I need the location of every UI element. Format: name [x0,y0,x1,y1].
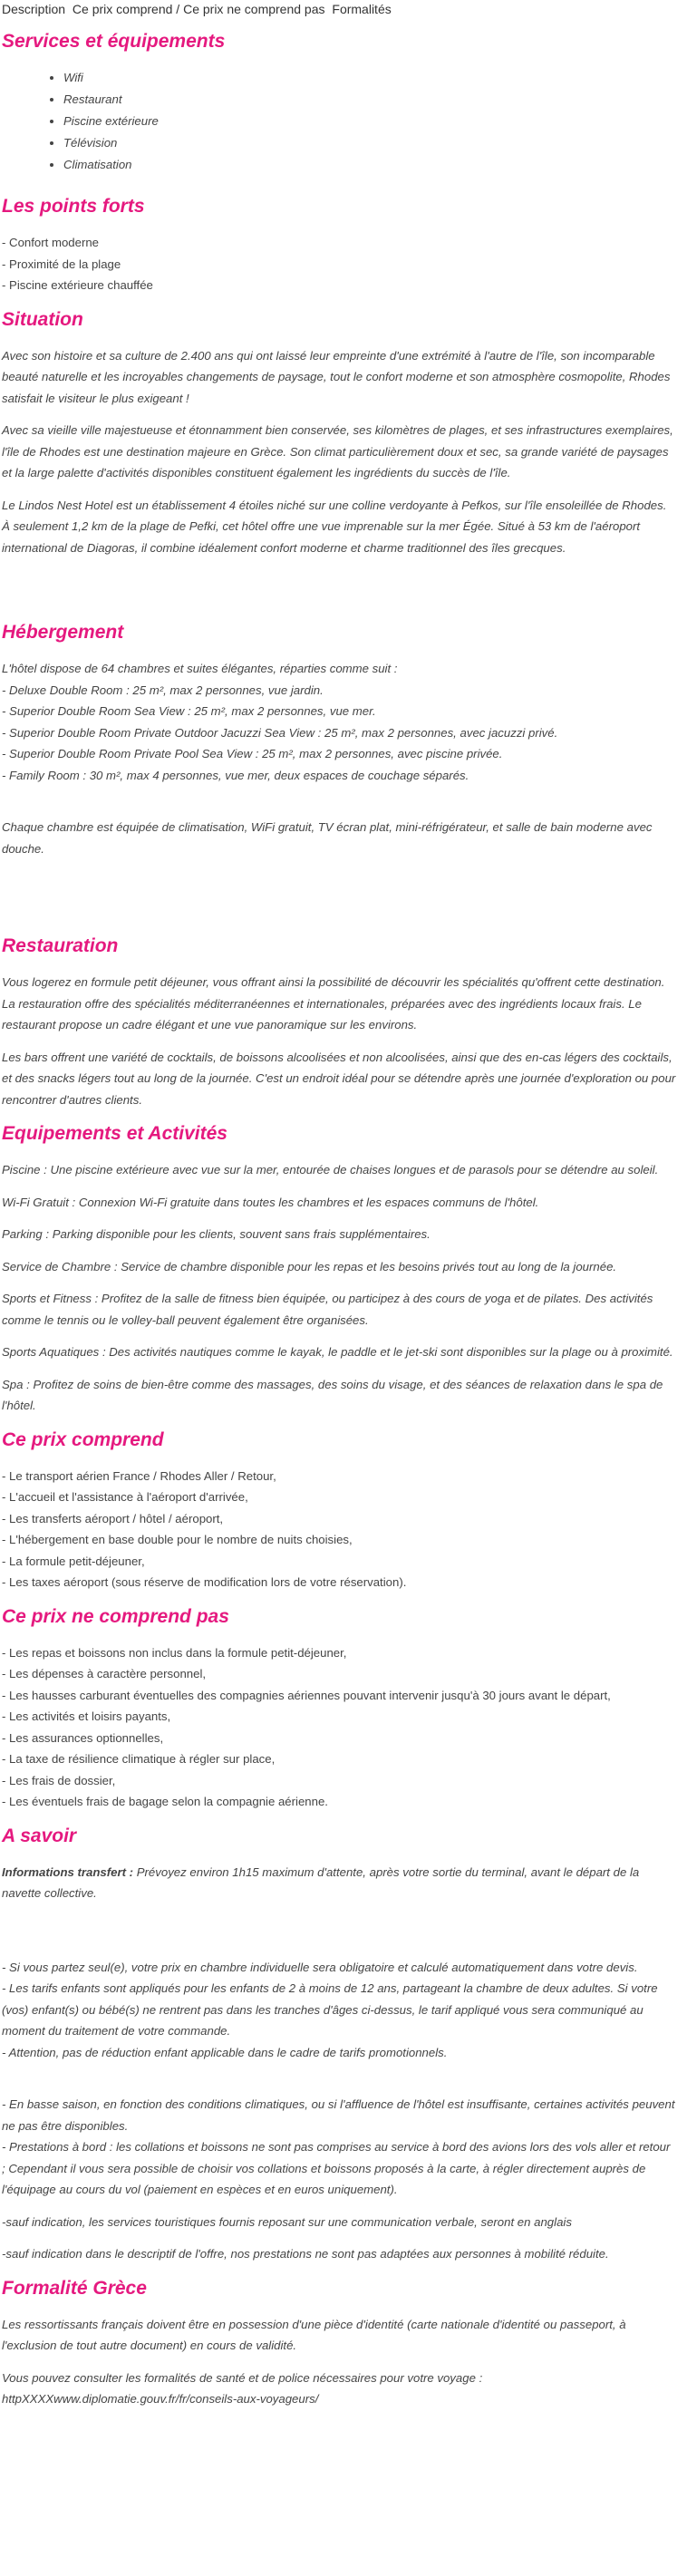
hebergement-footer: Chaque chambre est équipée de climatisation, WiFi gratuit, TV écran plat, mini-réfrigérateur, et salle de bain moderne avec douche. [2,820,653,856]
formalite-link[interactable]: httpXXXXwww.diplomatie.gouv.fr/fr/conseils-aux-voyageurs/ [2,2392,319,2406]
list-item: - Superior Double Room Private Pool Sea View : 25 m², max 2 personnes, avec piscine privée. [2,747,503,760]
a-savoir-block-1 [2,1957,676,2064]
equipements-title: Equipements et Activités [2,1123,227,1144]
list-item: - L'hébergement en base double pour le nombre de nuits choisies, [2,1533,353,1546]
list-item: • Télévision [63,132,676,154]
tab-description[interactable]: Description [2,2,66,16]
list-item: - En basse saison, en fonction des conditions climatiques, ou si l'affluence de l'hôtel est insuffisante, certaines activités peuvent ne pas être disponibles. [2,2097,675,2133]
situation-paragraph: Avec son histoire et sa culture de 2.400 ans qui ont laissé leur empreinte d'une extrémité à l'autre de l'île, son incomparable beauté naturelle et les incroyables changements de paysage, tout le confort moderne et son atmosphère cosmopolite, Rhodes satisfait le visiteur le plus exigeant ! [2,348,671,405]
list-item: - La formule petit-déjeuner, [2,1554,145,1568]
transfert-label: Informations transfert : [2,1864,134,1879]
equipements-paragraph: Spa : Profitez de soins de bien-être comme des massages, des soins du visage, et des séances de relaxation dans le spa de l'hôtel. [2,1377,663,1412]
list-item: - Superior Double Room Sea View : 25 m², max 2 personnes, vue mer. [2,704,376,718]
equipements-paragraph: Sports et Fitness : Profitez de la salle de fitness bien équipée, ou participez à des cours de yoga et de pilates. Des activités comme le tennis ou le volley-ball peuvent également être organisées. [2,1292,653,1327]
spacer [2,797,676,817]
list-item: - Les transferts aéroport / hôtel / aéroport, [2,1511,224,1525]
restauration-paragraph: Les bars offrent une variété de cocktails, de boissons alcoolisées et non alcoolisées, ainsi que des en-cas légers des cocktails, et des snacks légers tout au long de la journée. C'est un endroit idéal pour se détendre après une journée d'exploration ou pour rencontrer d'autres clients. [2,1050,676,1107]
spacer [2,569,676,611]
tab-bar [2,0,676,18]
list-item: - La taxe de résilience climatique à régler sur place, [2,1752,276,1766]
equipements-paragraph: Wi-Fi Gratuit : Connexion Wi-Fi gratuite dans toutes les chambres et les espaces communs de l'hôtel. [2,1195,539,1209]
list-item: - Piscine extérieure chauffée [2,278,153,292]
a-savoir-title: A savoir [2,1825,77,1846]
formalite-paragraph: Les ressortissants français doivent être en possession d'une pièce d'identité (carte nationale d'identité ou passeport, à l'exclusion de tout autre document) en cours de validité. [2,2317,626,2352]
list-item: - Attention, pas de réduction enfant applicable dans le cadre de tarifs promotionnels. [2,2045,448,2059]
list-item: • Climatisation [63,154,676,176]
list-item: - Les assurances optionnelles, [2,1730,164,1745]
list-item: L'hôtel dispose de 64 chambres et suites élégantes, réparties comme suit : [2,662,398,675]
services-title: Services et équipements [2,31,226,52]
list-item: - Les taxes aéroport (sous réserve de modification lors de votre réservation). [2,1575,407,1589]
ne-comprend-list [2,1642,676,1813]
list-item: • Restaurant [63,89,676,111]
equipements-paragraph: Parking : Parking disponible pour les clients, souvent sans frais supplémentaires. [2,1227,431,1241]
formalite-title: Formalité Grèce [2,2277,147,2299]
list-item: - Proximité de la plage [2,257,121,271]
ne-comprend-title: Ce prix ne comprend pas [2,1605,229,1627]
list-item: - Les repas et boissons non inclus dans la formule petit-déjeuner, [2,1645,347,1660]
formalite-text: Vous pouvez consulter les formalités de santé et de police nécessaires pour votre voyage : [2,2370,483,2385]
formalite-paragraph [2,2368,676,2410]
list-item: - L'accueil et l'assistance à l'aéroport d'arrivée, [2,1490,248,1504]
list-item: - Family Room : 30 m², max 4 personnes, vue mer, deux espaces de couchage séparés. [2,768,469,782]
situation-paragraph: Avec sa vieille ville majestueuse et étonnamment bien conservée, ses kilomètres de plages, et ses infrastructures exemplaires, l'île de Rhodes est une destination majeure en Grèce. Son climat particulièrement doux et sec, sa grande variété de paysages et la large palette d'activités disponibles constituent également les ingrédients du succès de l'île. [2,423,673,479]
list-item: - Confort moderne [2,236,100,249]
tab-prix[interactable]: Ce prix comprend / Ce prix ne comprend pas [72,2,325,16]
a-savoir-note: -sauf indication, les services touristiques fournis reposant sur une communication verbale, seront en anglais [2,2214,572,2229]
a-savoir-block-2 [2,2094,676,2201]
hebergement-title: Hébergement [2,622,124,643]
a-savoir-note: -sauf indication dans le descriptif de l'offre, nos prestations ne sont pas adaptées aux personnes à mobilité réduite. [2,2247,609,2261]
situation-paragraph: Le Lindos Nest Hotel est un établissement 4 étoiles niché sur une colline verdoyante à Pefkos, sur l'île ensoleillée de Rhodes. À seulement 1,2 km de la plage de Pefki, cet hôtel offre une vue imprenable sur la mer Égée. Situé à 53 km de l'aéroport international de Diagoras, il combine idéalement confort moderne et charme traditionnel des îles grecques. [2,498,667,555]
situation-title: Situation [2,308,83,330]
list-item: - Les activités et loisirs payants, [2,1709,171,1723]
list-item: - Les dépenses à caractère personnel, [2,1667,207,1680]
restauration-title: Restauration [2,935,119,956]
list-item: - Les hausses carburant éventuelles des compagnies aériennes pouvant intervenir jusqu'à 30 jours avant le départ, [2,1688,611,1702]
points-forts-title: Les points forts [2,196,145,217]
list-item: - Le transport aérien France / Rhodes Aller / Retour, [2,1468,276,1483]
transfert-text: Prévoyez environ 1h15 maximum d'attente, après votre sortie du terminal, avant le départ de la navette collective. [2,1864,640,1900]
spacer [2,1915,676,1957]
list-item: - Les frais de dossier, [2,1773,116,1787]
spacer [2,2074,676,2094]
services-list [2,67,676,176]
tab-formalites[interactable]: Formalités [332,2,392,16]
list-item: - Si vous partez seul(e), votre prix en chambre individuelle sera obligatoire et calculé automatiquement dans votre devis. [2,1960,638,1974]
spacer [2,870,676,925]
equipements-paragraph: Service de Chambre : Service de chambre disponible pour les repas et les besoins privés tout au long de la journée. [2,1259,617,1273]
list-item: - Les tarifs enfants sont appliqués pour les enfants de 2 à moins de 12 ans, partageant la chambre de deux adultes. Si votre (vos) enfant(s) ou bébé(s) ne rentrent pas dans les tranches d'âges ci-dessus, le tarif appliqué vous sera communiqué au moment du traitement de votre commande. [2,1981,658,2038]
points-forts-list [2,232,676,296]
comprend-title: Ce prix comprend [2,1428,164,1450]
equipements-paragraph: Piscine : Une piscine extérieure avec vue sur la mer, entourée de chaises longues et de parasols pour se détendre au soleil. [2,1163,659,1177]
list-item: - Les éventuels frais de bagage selon la compagnie aérienne. [2,1795,328,1808]
list-item: - Prestations à bord : les collations et boissons ne sont pas comprises au service à bord des avions lors des vols aller et retour ; Cependant il vous sera possible de choisir vos collations et boissons proposés à la carte, à régler directement auprès de l'équipage au cours du vol (paiement en espèces et en euros uniquement). [2,2140,671,2196]
hebergement-list [2,658,676,786]
transfert-info [2,1862,676,1904]
list-item: • Piscine extérieure [63,111,676,132]
equipements-paragraph: Sports Aquatiques : Des activités nautiques comme le kayak, le paddle et le jet-ski sont disponibles sur la plage ou à proximité. [2,1345,673,1359]
list-item: • Wifi [63,67,676,89]
restauration-paragraph: Vous logerez en formule petit déjeuner, vous offrant ainsi la possibilité de découvrir les spécialités qu'offrent cette destination. La restauration offre des spécialités méditerranéennes et internationales, préparées avec des ingrédients locaux frais. Le restaurant propose un cadre élégant et une vue panoramique sur les environs. [2,975,665,1031]
comprend-list [2,1466,676,1593]
list-item: - Superior Double Room Private Outdoor Jacuzzi Sea View : 25 m², max 2 personnes, avec jacuzzi privé. [2,725,558,740]
list-item: - Deluxe Double Room : 25 m², max 2 personnes, vue jardin. [2,683,324,697]
